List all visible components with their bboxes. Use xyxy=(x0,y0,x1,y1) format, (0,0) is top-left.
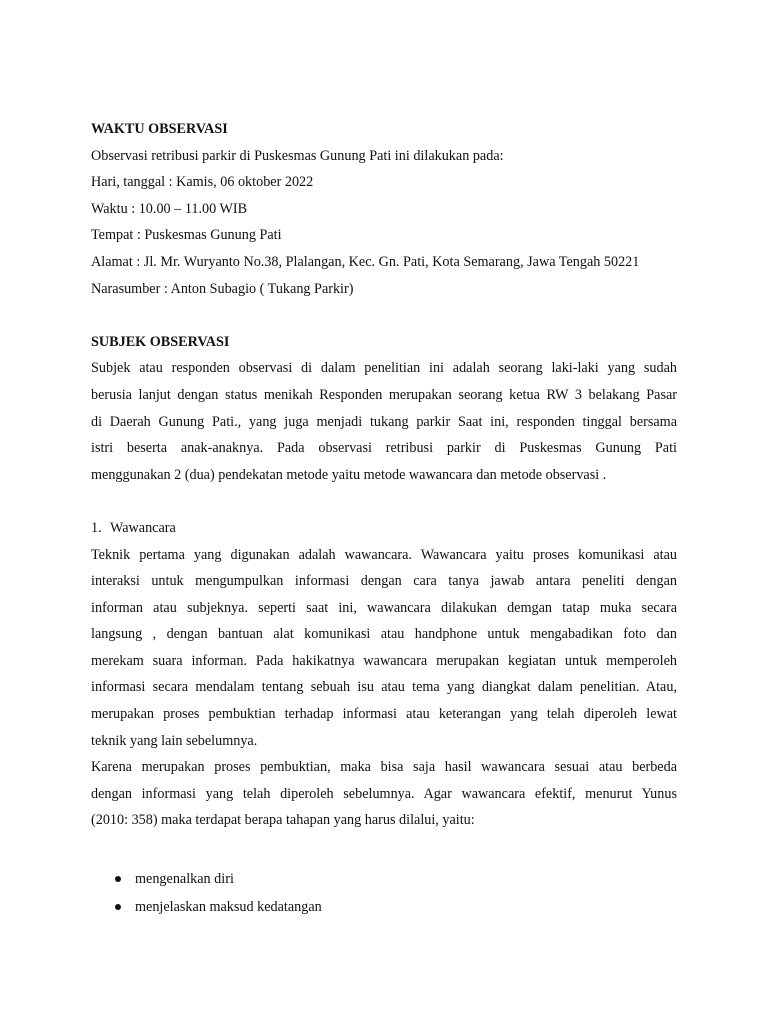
paragraph-line: (2010: 358) maka terdapat berapa tahapan yang harus dilalui, yaitu: xyxy=(91,812,475,829)
list-item xyxy=(91,865,677,893)
address-line: Alamat : Jl. Mr. Wuryanto No.38, Plalangan, Kec. Gn. Pati, Kota Semarang, Jawa Tengah 50221 xyxy=(91,253,640,270)
item-title: Wawancara xyxy=(110,519,176,536)
place-line: Tempat : Puskesmas Gunung Pati xyxy=(91,227,282,244)
date-line: Hari, tanggal : Kamis, 06 oktober 2022 xyxy=(91,174,314,191)
item-number: 1. xyxy=(91,519,102,536)
wawancara-paragraph-1 xyxy=(91,542,677,755)
paragraph-line: Karena merupakan proses pembuktian, maka bisa saja hasil wawancara sesuai atau berbeda xyxy=(91,759,677,776)
numbered-item-wawancara xyxy=(91,515,677,542)
list-item-text: menjelaskan maksud kedatangan xyxy=(135,898,322,915)
spacer xyxy=(91,834,677,861)
list-item xyxy=(91,893,677,921)
paragraph-line: informan atau subjeknya. seperti saat ini, wawancara dilakukan demgan tatap muka secara xyxy=(91,599,677,616)
paragraph-line: berusia lanjut dengan status menikah Responden merupakan seorang ketua RW 3 belakang Pasar xyxy=(91,386,677,403)
paragraph-line: merupakan proses pembuktian terhadap informasi atau keterangan yang telah diperoleh lewat xyxy=(91,706,677,723)
paragraph-line: Teknik pertama yang digunakan adalah wawancara. Wawancara yaitu proses komunikasi atau xyxy=(91,546,677,563)
wawancara-paragraph-2 xyxy=(91,754,677,834)
observation-intro-line: Observasi retribusi parkir di Puskesmas Gunung Pati ini dilakukan pada: xyxy=(91,147,504,164)
paragraph-line: menggunakan 2 (dua) pendekatan metode yaitu metode wawancara dan metode observasi . xyxy=(91,466,607,483)
section-heading-subjek-observasi: SUBJEK OBSERVASI xyxy=(91,333,230,350)
paragraph-line: Subjek atau responden observasi di dalam penelitian ini adalah seorang laki-laki yang sudah xyxy=(91,360,677,377)
paragraph-line: interaksi untuk mengumpulkan informasi dengan cara tanya jawab antara peneliti dengan xyxy=(91,573,677,590)
paragraph-line: di Daerah Gunung Pati., yang juga menjadi tukang parkir Saat ini, responden tinggal bersama xyxy=(91,413,677,430)
spacer xyxy=(91,302,677,329)
time-line: Waktu : 10.00 – 11.00 WIB xyxy=(91,200,248,217)
paragraph-line: istri beserta anak-anaknya. Pada observasi retribusi parkir di Puskesmas Gunung Pati xyxy=(91,440,677,457)
subject-paragraph xyxy=(91,355,677,488)
informant-line: Narasumber : Anton Subagio ( Tukang Parkir) xyxy=(91,280,354,297)
document-page xyxy=(91,116,677,921)
spacer xyxy=(91,488,677,515)
paragraph-line: merekam suara informan. Pada hakikatnya wawancara merupakan kegiatan untuk memperoleh xyxy=(91,652,677,669)
paragraph-line: informasi secara mendalam tentang sebuah isu atau tema yang diangkat dalam penelitian. Atau, xyxy=(91,679,677,696)
bullet-list xyxy=(91,865,677,921)
bullet-icon xyxy=(115,904,121,910)
list-item-text: mengenalkan diri xyxy=(135,870,234,887)
paragraph-line: dengan informasi yang telah diperoleh sebelumnya. Agar wawancara efektif, menurut Yunus xyxy=(91,785,677,802)
bullet-icon xyxy=(115,876,121,882)
paragraph-line: teknik yang lain sebelumnya. xyxy=(91,732,258,749)
section-heading-waktu-observasi: WAKTU OBSERVASI xyxy=(91,121,228,137)
paragraph-line: langsung , dengan bantuan alat komunikasi atau handphone untuk mengabadikan foto dan xyxy=(91,626,677,643)
